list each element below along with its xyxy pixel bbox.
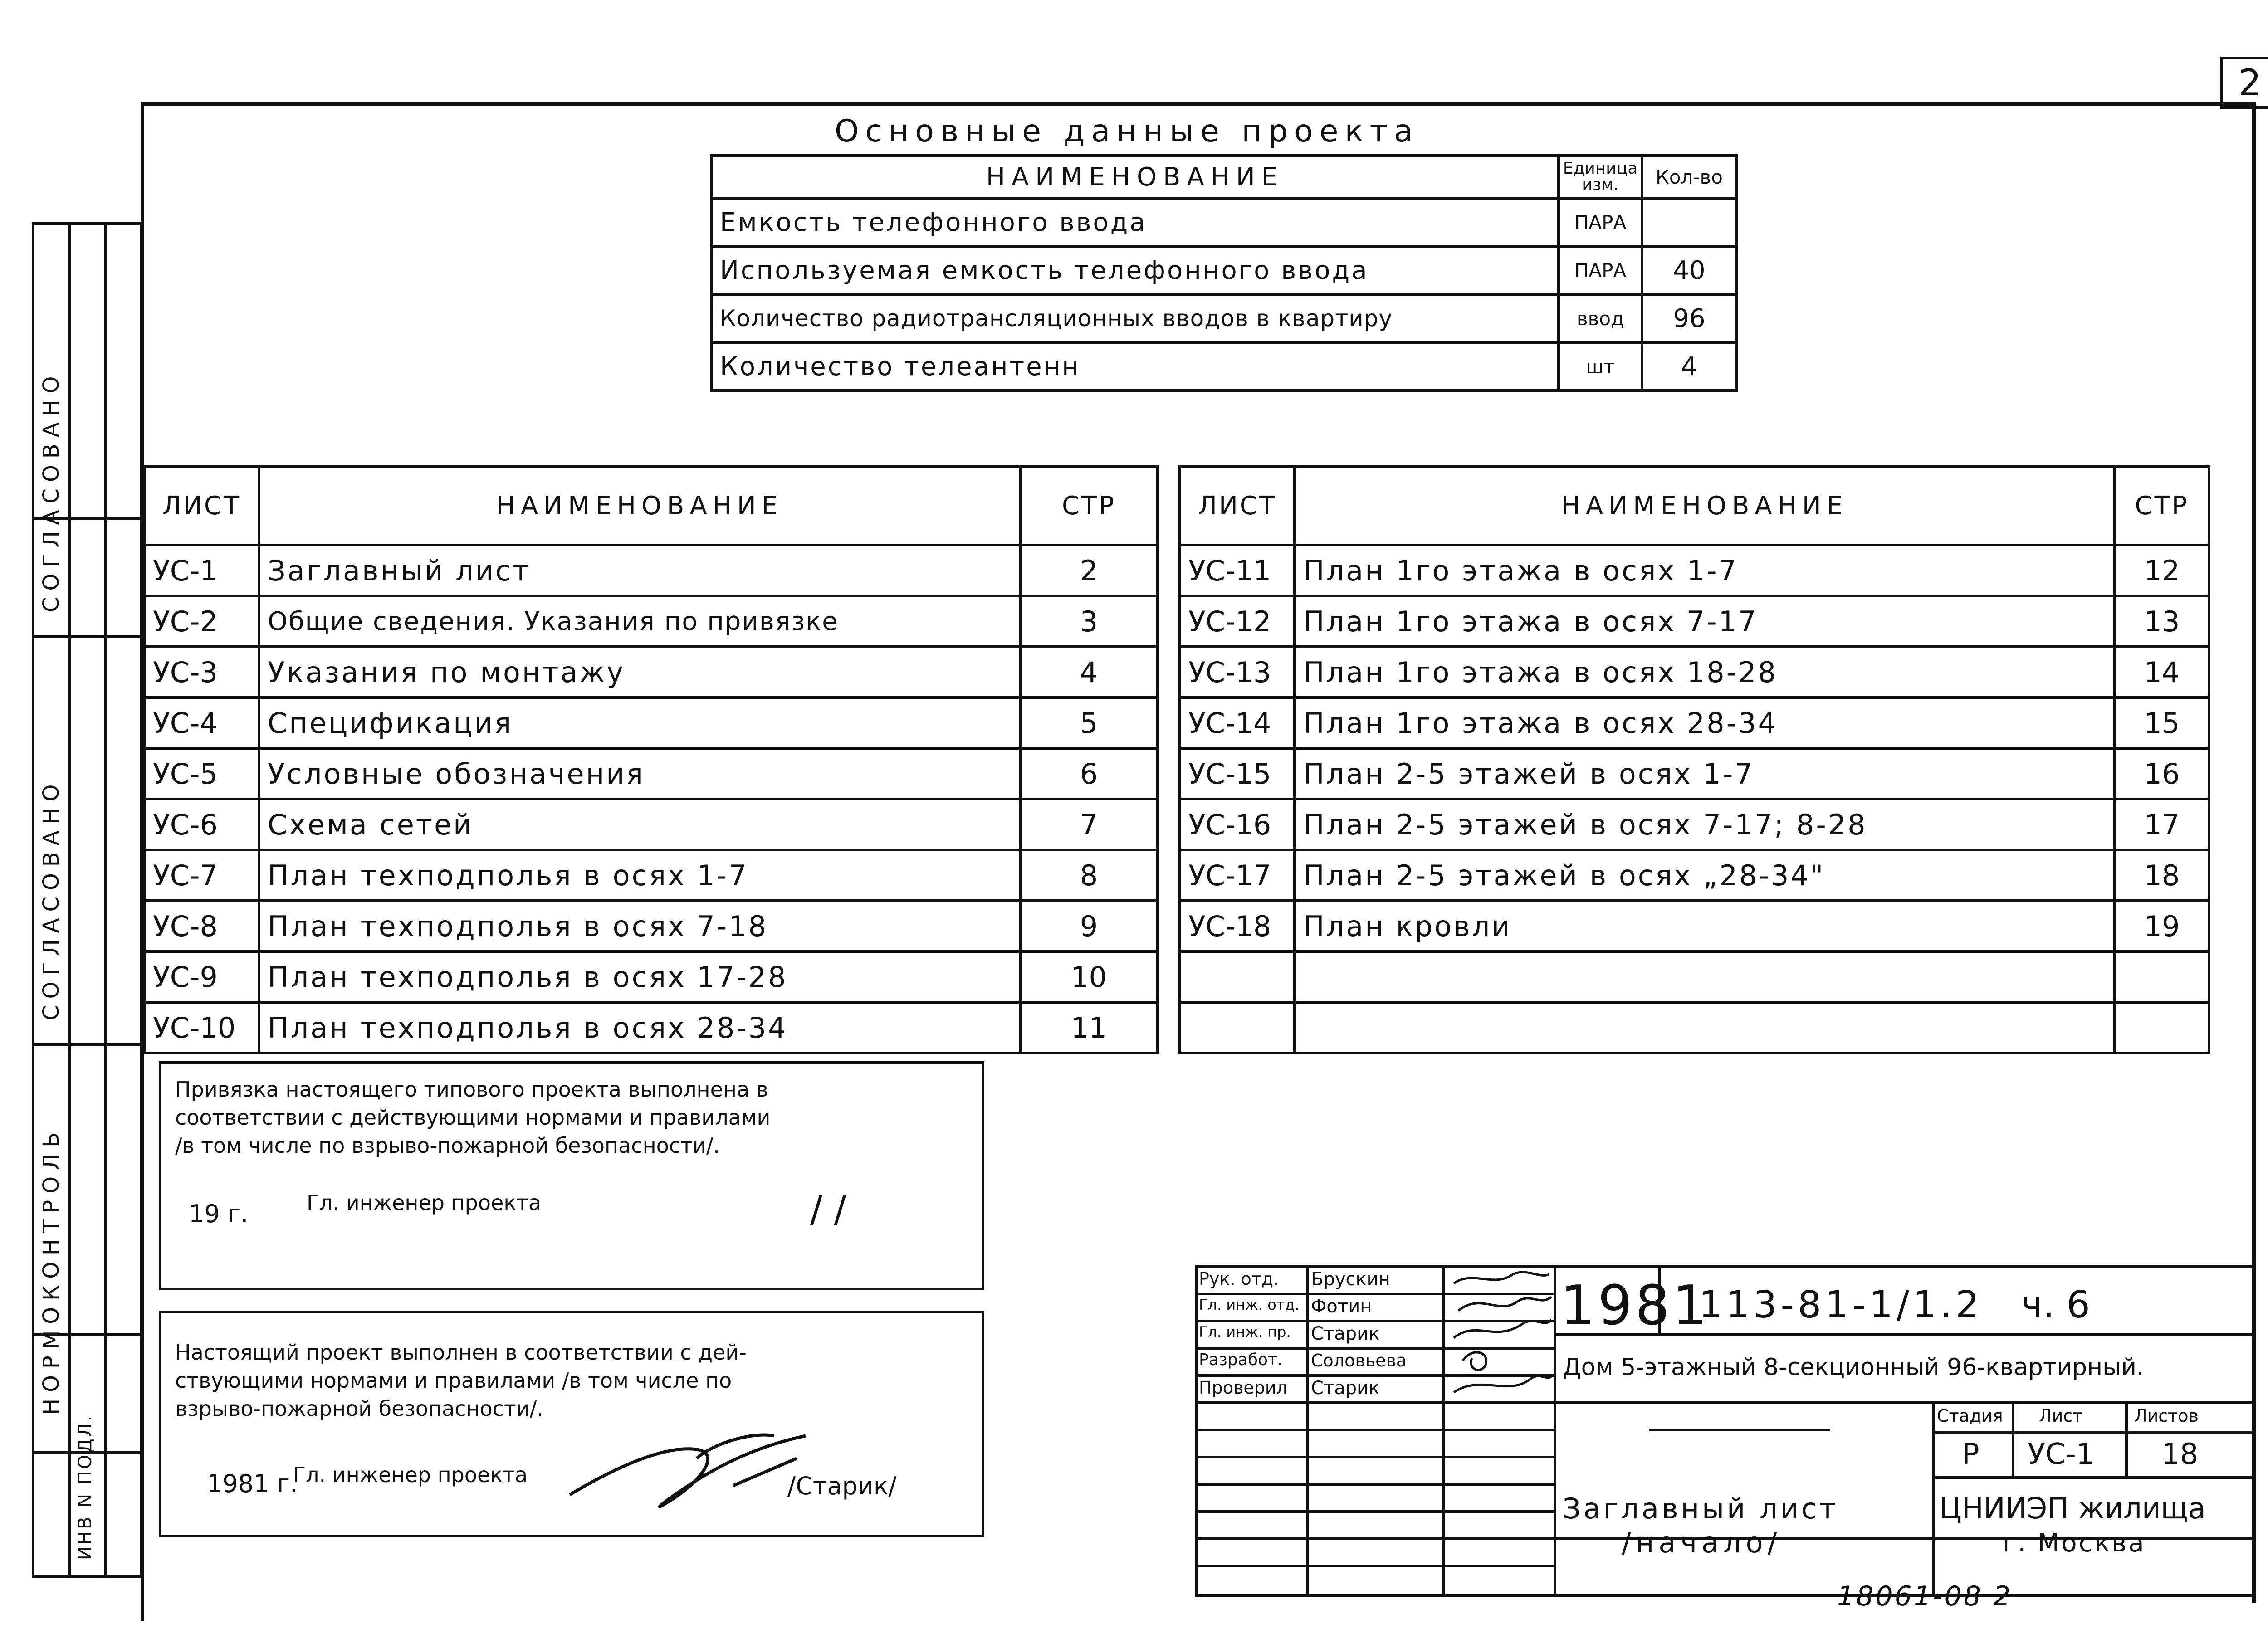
sheets-value: 18	[2161, 1438, 2199, 1471]
note-line: Настоящий проект выполнен в соответствии с дей-	[175, 1340, 747, 1365]
row-sheet	[1180, 1002, 1295, 1053]
table-row	[144, 748, 1158, 799]
strip-inventory: ИНВ N ПОДЛ.	[75, 1414, 96, 1560]
row-name: План 1го этажа в осях 1-7	[1295, 545, 2115, 596]
basic-unit: ПАРА	[1559, 198, 1642, 246]
row-sheet: УС-11	[1180, 545, 1295, 596]
row-page: 17	[2115, 799, 2209, 850]
row-sheet: УС-4	[144, 697, 259, 748]
basic-qty: 40	[1642, 246, 1736, 294]
table-row	[144, 951, 1158, 1002]
row-page: 9	[1020, 901, 1158, 951]
strip-divider	[32, 635, 143, 638]
note-line: ствующими нормами и правилами /в том числе по	[175, 1368, 732, 1393]
table-row	[1180, 850, 2209, 901]
sheet-number: 2	[2220, 57, 2268, 109]
row-name: План 1го этажа в осях 28-34	[1295, 697, 2115, 748]
note-line: соответствии с действующими нормами и правилами	[175, 1105, 771, 1130]
row-name: План 1го этажа в осях 7-17	[1295, 596, 2115, 647]
note-signer: Гл. инженер проекта	[307, 1190, 542, 1215]
strip-divider	[68, 222, 71, 1578]
compliance-note	[159, 1311, 984, 1537]
table-header-row	[1180, 466, 2209, 545]
row-sheet: УС-6	[144, 799, 259, 850]
row-sheet: УС-17	[1180, 850, 1295, 901]
row-page: 11	[1020, 1002, 1158, 1053]
table-row	[144, 799, 1158, 850]
row-page: 6	[1020, 748, 1158, 799]
row-sheet: УС-14	[1180, 697, 1295, 748]
row-name: План техподполья в осях 1-7	[259, 850, 1020, 901]
role-name: Фотин	[1311, 1296, 1372, 1317]
header-name: НАИМЕНОВАНИЕ	[1295, 466, 2115, 545]
table-row	[1180, 647, 2209, 697]
table-row	[144, 596, 1158, 647]
basic-name: Емкость телефонного ввода	[711, 198, 1559, 246]
row-page: 8	[1020, 850, 1158, 901]
frame-right-line	[2252, 102, 2256, 1603]
sheet-value: УС-1	[2028, 1438, 2095, 1471]
sheet-title: Заглавный лист	[1563, 1492, 1839, 1525]
row-page: 2	[1020, 545, 1158, 596]
row-name: План техподполья в осях 17-28	[259, 951, 1020, 1002]
signature-slashes: / /	[810, 1188, 846, 1230]
table-row	[711, 198, 1736, 246]
basic-data-title: Основные данные проекта	[835, 113, 1419, 149]
row-sheet: УС-13	[1180, 647, 1295, 697]
basic-unit: ввод	[1559, 294, 1642, 342]
header-name: НАИМЕНОВАНИЕ	[711, 156, 1559, 198]
row-page: 19	[2115, 901, 2209, 951]
row-name: Условные обозначения	[259, 748, 1020, 799]
tie-in-note	[159, 1061, 984, 1290]
basic-name: Количество радиотрансляционных вводов в квартиру	[711, 294, 1559, 342]
basic-unit: ПАРА	[1559, 246, 1642, 294]
role-label: Разработ.	[1199, 1351, 1283, 1369]
role-name: Брускин	[1311, 1269, 1390, 1290]
table-row	[144, 901, 1158, 951]
building-description: Дом 5-этажный 8-секционный 96-квартирный.	[1563, 1354, 2144, 1381]
row-page: 5	[1020, 697, 1158, 748]
sheet-title-sub: /начало/	[1622, 1526, 1782, 1559]
strip-divider	[32, 1043, 143, 1046]
table-row	[1180, 697, 2209, 748]
row-name	[1295, 1002, 2115, 1053]
table-row	[711, 342, 1736, 390]
header-page: СТР	[2115, 466, 2209, 545]
row-name: План 1го этажа в осях 18-28	[1295, 647, 2115, 697]
year: 1981	[1560, 1274, 1710, 1337]
table-row	[144, 545, 1158, 596]
row-page: 14	[2115, 647, 2209, 697]
row-name: Схема сетей	[259, 799, 1020, 850]
note-year: 19 г.	[189, 1200, 249, 1228]
table-row	[144, 647, 1158, 697]
role-label: Гл. инж. отд.	[1199, 1296, 1300, 1313]
note-line: /в том числе по взрыво-пожарной безопасности/.	[175, 1133, 720, 1158]
row-sheet: УС-7	[144, 850, 259, 901]
note-line: взрыво-пожарной безопасности/.	[175, 1396, 543, 1421]
row-page: 12	[2115, 545, 2209, 596]
note-name: /Старик/	[787, 1472, 897, 1500]
table-row	[1180, 596, 2209, 647]
basic-qty	[1642, 198, 1736, 246]
row-page	[2115, 951, 2209, 1002]
header-page: СТР	[1020, 466, 1158, 545]
header-sheet: ЛИСТ	[1180, 466, 1295, 545]
project-part: ч. 6	[2021, 1283, 2090, 1327]
role-name: Старик	[1311, 1323, 1380, 1344]
strip-divider	[104, 222, 107, 1578]
strip-approved-1: СОГЛАСОВАНО	[39, 370, 64, 612]
footer-code: 18061-08 2	[1837, 1580, 2013, 1612]
note-line: Привязка настоящего типового проекта выполнена в	[175, 1077, 768, 1102]
role-label: Рук. отд.	[1199, 1269, 1279, 1289]
signatures-column	[1445, 1265, 1554, 1401]
table-header-row	[144, 466, 1158, 545]
sheets-label: Листов	[2134, 1406, 2199, 1426]
title-block	[1195, 1265, 2252, 1596]
note-year: 1981 г.	[207, 1469, 298, 1498]
row-sheet: УС-1	[144, 545, 259, 596]
project-code: 113-81-1/1.2	[1699, 1283, 1983, 1327]
basic-qty: 96	[1642, 294, 1736, 342]
basic-data-table	[710, 154, 1738, 392]
table-row	[144, 697, 1158, 748]
row-name: План 2-5 этажей в осях 7-17; 8-28	[1295, 799, 2115, 850]
sheet-label: Лист	[2039, 1406, 2083, 1426]
row-name: План 2-5 этажей в осях 1-7	[1295, 748, 2115, 799]
frame-top-line	[141, 102, 2254, 106]
role-name: Старик	[1311, 1378, 1380, 1399]
table-row	[1180, 901, 2209, 951]
row-name: План 2-5 этажей в осях „28-34"	[1295, 850, 2115, 901]
row-sheet: УС-8	[144, 901, 259, 951]
table-row	[711, 294, 1736, 342]
row-name: План техподполья в осях 28-34	[259, 1002, 1020, 1053]
basic-name: Количество телеантенн	[711, 342, 1559, 390]
row-page: 16	[2115, 748, 2209, 799]
row-page	[2115, 1002, 2209, 1053]
row-sheet: УС-18	[1180, 901, 1295, 951]
note-signer: Гл. инженер проекта	[293, 1463, 528, 1487]
row-page: 7	[1020, 799, 1158, 850]
table-row	[1180, 545, 2209, 596]
sheet-list-left	[143, 465, 1159, 1054]
row-name: План кровли	[1295, 901, 2115, 951]
table-row	[144, 1002, 1158, 1053]
row-sheet: УС-9	[144, 951, 259, 1002]
role-label: Гл. инж. пр.	[1199, 1323, 1291, 1341]
role-label: Проверил	[1199, 1378, 1287, 1398]
table-row	[1180, 1002, 2209, 1053]
row-name: Заглавный лист	[259, 545, 1020, 596]
basic-qty: 4	[1642, 342, 1736, 390]
basic-name: Используемая емкость телефонного ввода	[711, 246, 1559, 294]
row-sheet: УС-5	[144, 748, 259, 799]
strip-normcontrol: НОРМОКОНТРОЛЬ	[39, 1126, 64, 1415]
row-sheet: УС-16	[1180, 799, 1295, 850]
row-page: 3	[1020, 596, 1158, 647]
table-row	[1180, 748, 2209, 799]
organization-city: г. Москва	[2003, 1528, 2146, 1558]
basic-unit: шт	[1559, 342, 1642, 390]
table-header-row	[711, 156, 1736, 198]
row-sheet: УС-10	[144, 1002, 259, 1053]
chief-engineer-signature	[561, 1418, 815, 1522]
table-row	[1180, 799, 2209, 850]
row-name: Указания по монтажу	[259, 647, 1020, 697]
row-sheet: УС-3	[144, 647, 259, 697]
stage-label: Стадия	[1937, 1406, 2003, 1426]
row-page: 18	[2115, 850, 2209, 901]
row-name: Спецификация	[259, 697, 1020, 748]
row-page: 10	[1020, 951, 1158, 1002]
sheet-list-right	[1178, 465, 2210, 1054]
row-name: План техподполья в осях 7-18	[259, 901, 1020, 951]
row-page: 4	[1020, 647, 1158, 697]
row-page: 13	[2115, 596, 2209, 647]
table-row	[1180, 951, 2209, 1002]
strip-approved-2: СОГЛАСОВАНО	[39, 778, 64, 1020]
header-sheet: ЛИСТ	[144, 466, 259, 545]
header-name: НАИМЕНОВАНИЕ	[259, 466, 1020, 545]
role-name: Соловьева	[1311, 1351, 1407, 1371]
row-sheet: УС-2	[144, 596, 259, 647]
row-name	[1295, 951, 2115, 1002]
header-qty: Кол-во	[1642, 156, 1736, 198]
row-sheet: УС-12	[1180, 596, 1295, 647]
row-name: Общие сведения. Указания по привязке	[259, 596, 1020, 647]
organization: ЦНИИЭП жилища	[1939, 1492, 2206, 1526]
row-page: 15	[2115, 697, 2209, 748]
stage-value: Р	[1962, 1438, 1980, 1471]
header-unit: Единица изм.	[1559, 156, 1642, 198]
table-row	[144, 850, 1158, 901]
row-sheet: УС-15	[1180, 748, 1295, 799]
row-sheet	[1180, 951, 1295, 1002]
table-row	[711, 246, 1736, 294]
